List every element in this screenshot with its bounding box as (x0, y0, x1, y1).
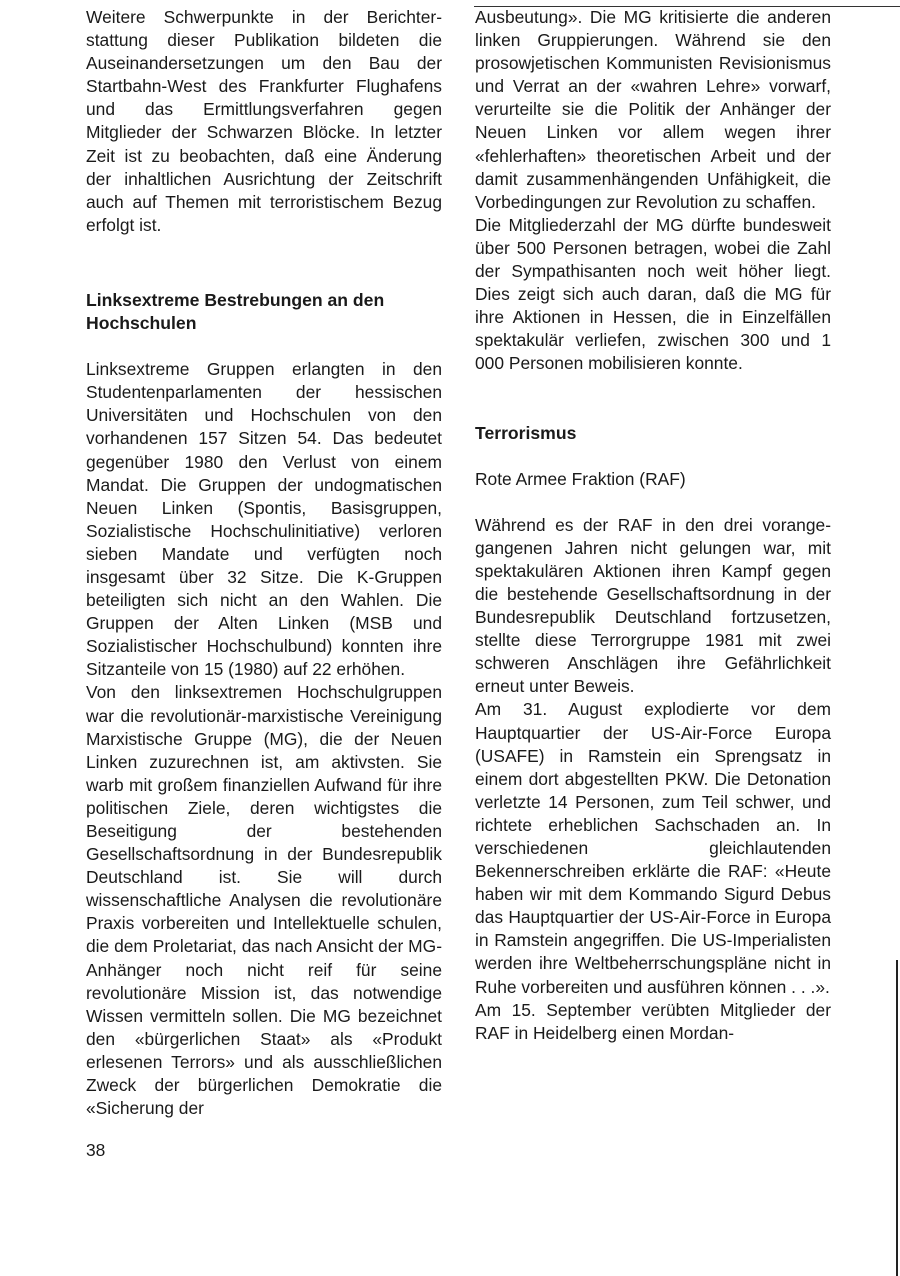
right-column (475, 6, 831, 1045)
paragraph-mg: Von den linksextremen Hochschulgruppen war die revolutionär-marxistische Vereinigung Marxistische Gruppe (MG), die der Neuen Linken zuzurechnen ist, am aktivsten. Sie warb mit großem finanziellen Aufwand für ihre politischen Ziele, deren wichtigstes die Beseitigung der bestehenden Gesellschaftsordnung in der Bundesrepublik Deutschland ist. Sie will durch wissenschaftliche Analysen die revolutionäre Praxis vorbereiten und Intellektuelle schulen, die dem Proletariat, das nach Ansicht der MG-Anhänger noch nicht reif für seine revolutionäre Mission ist, das notwendige Wissen vermitteln sollen. Die MG bezeichnet den «bürgerlichen Staat» als «Produkt erlesenen Terrors» und als ausschließlichen Zweck der bürgerlichen Demokratie die «Sicherung der (86, 682, 442, 1119)
paragraph-heidelberg: Am 15. September verübten Mitglieder der RAF in Heidelberg einen Mordan- (475, 999, 831, 1043)
section-heading-terrorismus: Terrorismus (475, 422, 577, 443)
paragraph-raf-intro: Während es der RAF in den drei vorangegangenen Jahren nicht gelungen war, mit spektakulären Aktionen ihren Kampf gegen die bestehende Gesellschaftsordnung in der Bundesrepublik Deutschland fortzusetzen, stellte diese Terrorgruppe 1981 mit zwei schweren Anschlägen ihre Gefährlichkeit erneut unter Beweis. (475, 514, 831, 697)
left-column (86, 6, 442, 1120)
paragraph-mg-kritik: Ausbeutung». Die MG kritisierte die anderen linken Gruppierungen. Während sie den prosowjetischen Kommunisten Revisionismus und Verrat an der «wahren Lehre» vorwarf, verurteilte sie die Politik der Anhänger der Neuen Linken vor allem wegen ihrer «fehlerhaften» theoretischen Arbeit und der damit zusammenhängenden Unfähigkeit, die Vorbedingungen zur Revolution zu schaffen. (475, 7, 831, 212)
subheading-raf: Rote Armee Fraktion (RAF) (475, 468, 686, 489)
paragraph-wahlen: Linksextreme Gruppen erlangten in den Studentenparlamenten der hessischen Universitäten und Hochschulen von den vorhandenen 157 Sitzen 54. Das bedeutet gegenüber 1980 den Verlust von einem Mandat. Die Gruppen der undogmatischen Neuen Linken (Spontis, Basisgruppen, Sozialistische Hochschulinitiative) verloren sieben Mandate und verfügten noch insgesamt über 32 Sitze. Die K-Gruppen beteiligten sich nicht an den Wahlen. Die Gruppen der Alten Linken (MSB und Sozialistischer Hochschulbund) konnten ihre Sitzanteile von 15 (1980) auf 22 erhöhen. (86, 359, 442, 680)
page-edge-line (896, 960, 898, 1276)
section-heading-hochschulen: Linksextreme Bestrebungen an den Hochschulen (86, 289, 385, 334)
intro-paragraph: Weitere Schwerpunkte in der Berichterstattung dieser Publikation bildeten die Auseinandersetzungen um den Bau der Startbahn-West des Frankfurter Flughafens und das Ermittlungsverfahren gegen Mitglieder der Schwarzen Blöcke. In letzter Zeit ist zu beobachten, daß eine Änderung der inhaltlichen Ausrichtung der Zeitschrift auch auf Themen mit terroristischem Bezug erfolgt ist. (86, 7, 442, 235)
paragraph-mg-mitglieder: Die Mitgliederzahl der MG dürfte bundesweit über 500 Personen betragen, wobei die Zahl der Sympathisanten noch weit höher liegt. Dies zeigt sich auch daran, daß die MG für ihre Aktionen in Hessen, die in Einzelfällen spektakulär verliefen, zwischen 300 und 1 000 Personen mobilisieren konnte. (475, 214, 831, 374)
paragraph-ramstein: Am 31. August explodierte vor dem Hauptquartier der US-Air-Force Europa (USAFE) in Ramstein ein Sprengsatz in einem dort abgestellten PKW. Die Detonation verletzte 14 Personen, zum Teil schwer, und richtete erheblichen Sachschaden an. In verschiedenen gleichlautenden Bekennerschreiben erklärte die RAF: «Heute haben wir mit dem Kommando Sigurd Debus das Hauptquartier der US-Air-Force in Europa in Ramstein angegriffen. Die US-Imperialisten werden ihre Weltbeherrschungspläne nicht in Ruhe vorbereiten und ausführen können . . .». (475, 699, 831, 997)
page-number: 38 (86, 1140, 106, 1160)
